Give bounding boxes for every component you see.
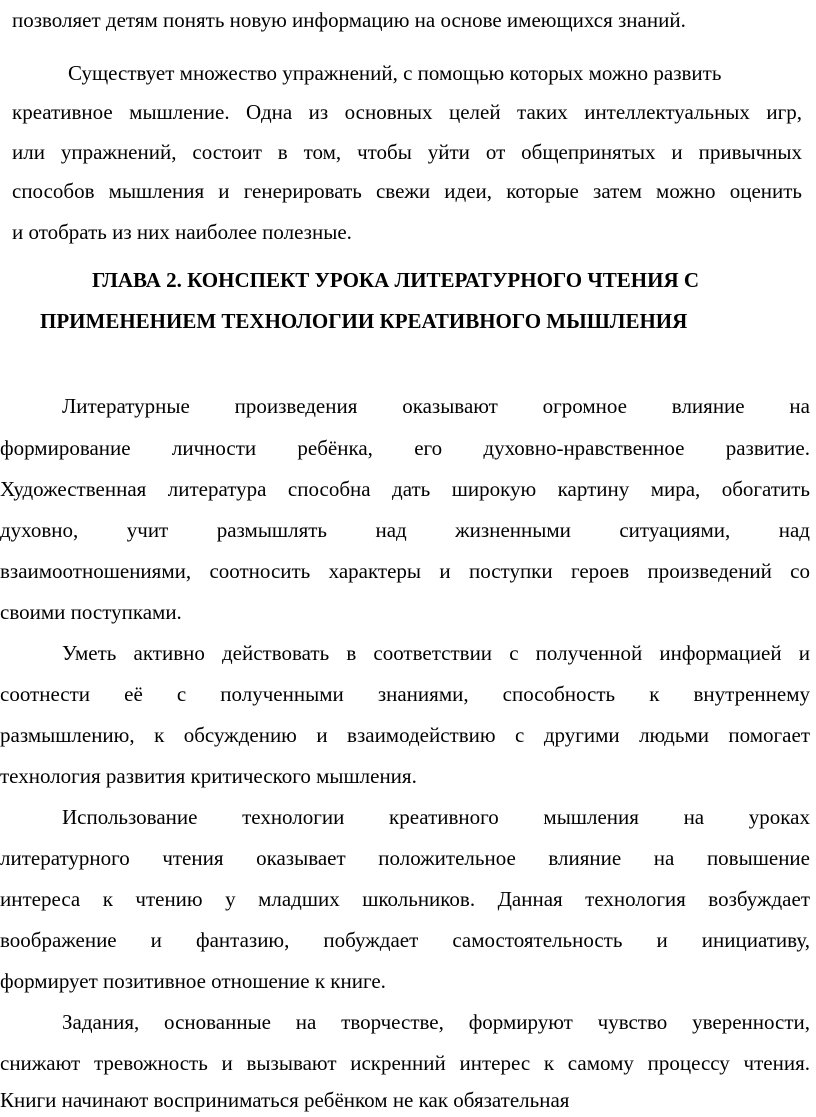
text-line: воображение и фантазию, побуждает самостоятельность и инициативу, — [0, 928, 810, 952]
text-line: снижают тревожность и вызывают искренний интерес к самому процессу чтения. — [0, 1051, 810, 1075]
text-line: или упражнений, состоит в том, чтобы уйти от общепринятых и привычных — [12, 140, 802, 164]
text-line: Художественная литература способна дать широкую картину мира, обогатить — [0, 477, 810, 501]
text-line: своими поступками. — [0, 600, 182, 624]
text-line: Книги начинают восприниматься ребёнком не как обязательная — [0, 1088, 570, 1112]
chapter-heading: ГЛАВА 2. КОНСПЕКТ УРОКА ЛИТЕРАТУРНОГО ЧТЕНИЯ С — [92, 268, 700, 292]
text-line: позволяет детям понять новую информацию на основе имеющихся знаний. — [12, 8, 686, 32]
paragraph-first-line: Уметь активно действовать в соответствии с полученной информацией и — [62, 641, 810, 665]
paragraph-first-line: Использование технологии креативного мышления на уроках — [62, 805, 810, 829]
text-line: креативное мышление. Одна из основных целей таких интеллектуальных игр, — [12, 100, 802, 124]
paragraph-first-line: Задания, основанные на творчестве, формируют чувство уверенности, — [62, 1010, 810, 1034]
chapter-heading: ПРИМЕНЕНИЕМ ТЕХНОЛОГИИ КРЕАТИВНОГО МЫШЛЕНИЯ — [40, 309, 688, 333]
paragraph-first-line: Существует множество упражнений, с помощью которых можно развить — [68, 61, 722, 85]
text-line: интереса к чтению у младших школьников. Данная технология возбуждает — [0, 887, 810, 911]
text-line: формирует позитивное отношение к книге. — [0, 969, 386, 993]
text-line: технология развития критического мышления. — [0, 764, 417, 788]
text-line: взаимоотношениями, соотносить характеры и поступки героев произведений со — [0, 559, 810, 583]
text-line: формирование личности ребёнка, его духовно-нравственное развитие. — [0, 436, 810, 460]
text-line: размышлению, к обсуждению и взаимодействию с другими людьми помогает — [0, 723, 810, 747]
text-line: литературного чтения оказывает положительное влияние на повышение — [0, 846, 810, 870]
text-line: духовно, учит размышлять над жизненными ситуациями, над — [0, 518, 810, 542]
text-line: соотнести её с полученными знаниями, способность к внутреннему — [0, 682, 810, 706]
text-line: и отобрать из них наиболее полезные. — [12, 220, 352, 244]
text-line: способов мышления и генерировать свежи идеи, которые затем можно оценить — [12, 179, 802, 203]
paragraph-first-line: Литературные произведения оказывают огромное влияние на — [62, 394, 810, 418]
